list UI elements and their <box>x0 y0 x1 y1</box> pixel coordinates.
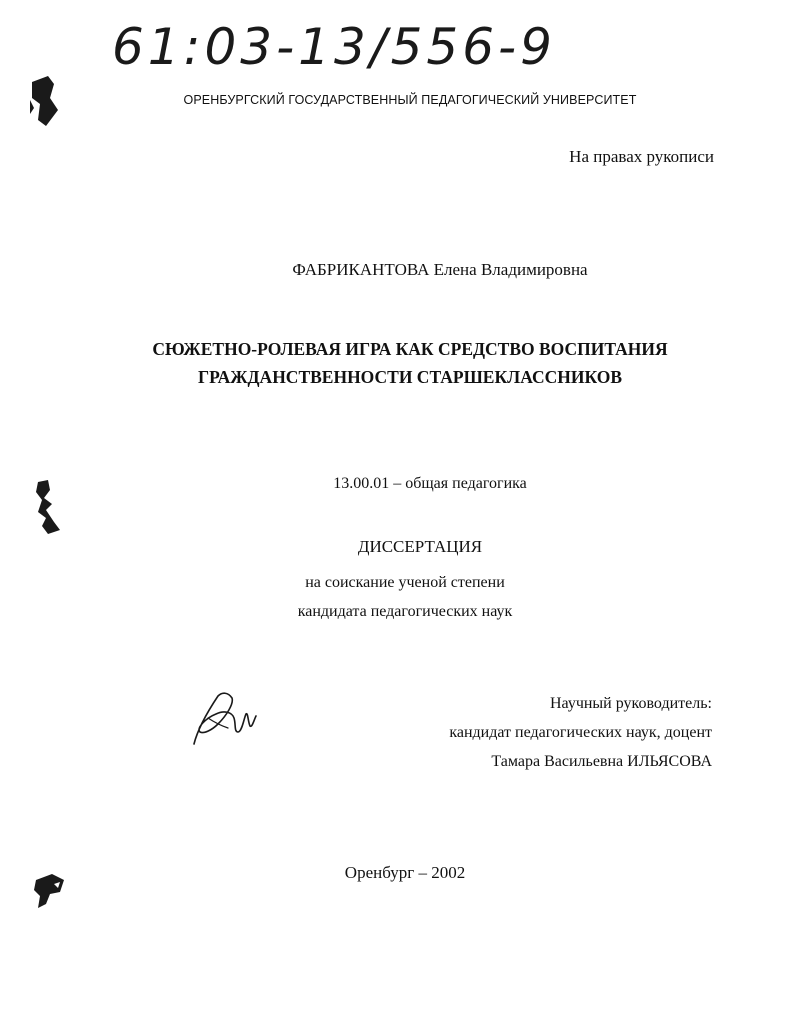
dissertation-title <box>0 335 791 391</box>
author-name: ФАБРИКАНТОВА Елена Владимировна <box>292 260 588 279</box>
signature-icon <box>188 688 258 750</box>
city-and-year: Оренбург – 2002 <box>344 863 466 882</box>
title-line-1: СЮЖЕТНО-РОЛЕВАЯ ИГРА КАК СРЕДСТВО ВОСПИТАНИЯ <box>152 339 668 359</box>
university-name: ОРЕНБУРГСКИЙ ГОСУДАРСТВЕННЫЙ ПЕДАГОГИЧЕСКИЙ УНИВЕРСИТЕТ <box>183 93 637 107</box>
scan-artifact-icon <box>28 478 68 540</box>
degree-line-1: на соискание ученой степени <box>305 574 505 591</box>
handwritten-archive-number: 61:03-13/556-9 <box>112 18 556 76</box>
advisor-name: Тамара Васильевна ИЛЬЯСОВА <box>491 753 712 770</box>
manuscript-rights-note: На правах рукописи <box>569 147 714 166</box>
advisor-label: Научный руководитель: <box>549 695 712 712</box>
scan-artifact-icon <box>30 870 70 914</box>
scientific-advisor <box>449 689 712 776</box>
degree-line-2: кандидата педагогических наук <box>297 603 513 620</box>
title-line-2: ГРАЖДАНСТВЕННОСТИ СТАРШЕКЛАССНИКОВ <box>197 367 622 387</box>
advisor-credentials: кандидат педагогических наук, доцент <box>449 724 712 741</box>
scan-artifact-icon <box>28 70 68 130</box>
document-type: ДИССЕРТАЦИЯ <box>357 537 483 556</box>
specialty-code: 13.00.01 – общая педагогика <box>333 475 527 492</box>
degree-description <box>0 568 791 626</box>
